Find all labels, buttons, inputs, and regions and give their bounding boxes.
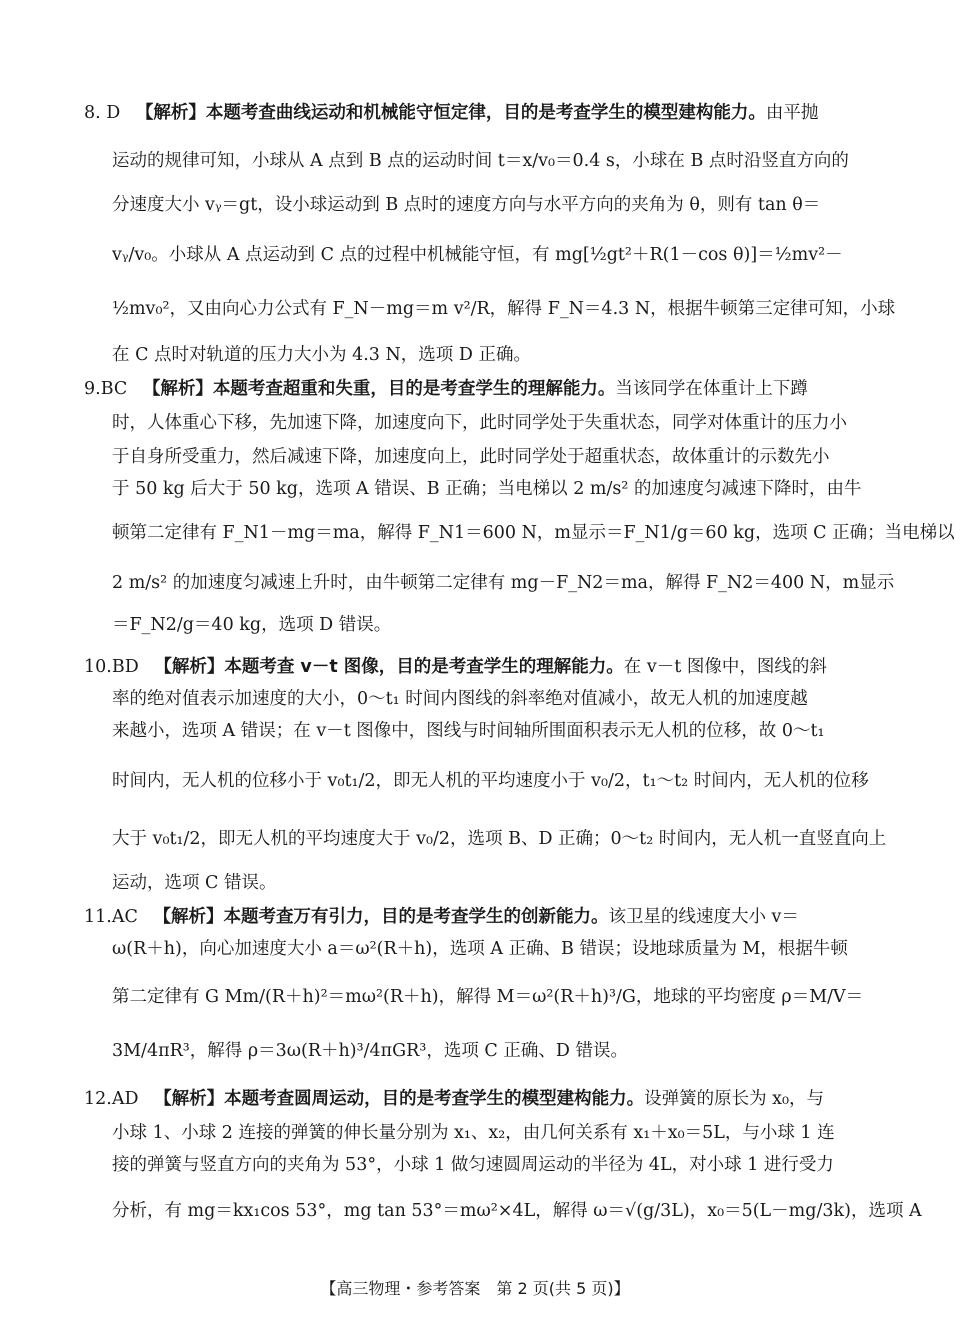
question-number: 12. — [84, 1089, 112, 1109]
question-number: 9. — [84, 379, 101, 399]
text-line: ＝F_N2/g＝40 kg，选项 D 错误。 — [112, 615, 392, 635]
text-line: 2 m/s² 的加速度匀减速上升时，由牛顿第二定律有 mg－F_N2＝ma，解得 F_N2＝400 N，m显示 — [112, 573, 895, 593]
analysis-lead: 本题考查万有引力，目的是考查学生的创新能力。 — [223, 907, 609, 927]
text-line: 于自身所受重力，然后减速下降，加速度向上，此时同学处于超重状态，故体重计的示数先小 — [112, 447, 830, 467]
question-number: 10. — [84, 657, 112, 677]
text-line: 顿第二定律有 F_N1－mg＝ma，解得 F_N1＝600 N，m显示＝F_N1/g＝60 kg，选项 C 正确；当电梯以 — [112, 523, 955, 543]
text-line: 运动的规律可知，小球从 A 点到 B 点的运动时间 t＝x/v₀＝0.4 s，小球在 B 点时沿竖直方向的 — [112, 151, 849, 171]
text-line: 时间内，无人机的位移小于 v₀t₁/2，即无人机的平均速度小于 v₀/2，t₁～t₂ 时间内，无人机的位移 — [112, 771, 869, 791]
answer-choice: AC — [111, 907, 138, 927]
text-line: vᵧ/v₀。小球从 A 点运动到 C 点的过程中机械能守恒，有 mg[½gt²＋R(1－cos θ)]＝½mv²－ — [112, 245, 843, 265]
text-line: 当该同学在体重计上下蹲 — [615, 379, 808, 399]
text-line: ½mv₀²，又由向心力公式有 F_N－mg＝m v²/R，解得 F_N＝4.3 N，根据牛顿第三定律可知，小球 — [112, 299, 896, 319]
text-line: 小球 1、小球 2 连接的弹簧的伸长量分别为 x₁、x₂，由几何关系有 x₁＋x₀＝5L，与小球 1 连 — [112, 1123, 835, 1143]
answer-choice: BC — [100, 379, 128, 399]
analysis-lead: 本题考查超重和失重，目的是考查学生的理解能力。 — [212, 379, 616, 399]
solution-10-line-1 — [84, 654, 860, 680]
analysis-tag: 【解析】 — [153, 907, 224, 927]
text-line: 设弹簧的原长为 x₀，与 — [644, 1089, 825, 1109]
text-line: 来越小，选项 A 错误；在 v－t 图像中，图线与时间轴所围面积表示无人机的位移，故 0～t₁ — [112, 721, 825, 741]
answer-choice: BD — [111, 657, 139, 677]
solution-12-line-1 — [84, 1086, 860, 1112]
analysis-tag: 【解析】 — [142, 379, 213, 399]
text-line: ω(R＋h)，向心加速度大小 a＝ω²(R＋h)，选项 A 正确、B 错误；设地球质量为 M，根据牛顿 — [112, 939, 848, 959]
text-line: 分速度大小 vᵧ＝gt，设小球运动到 B 点时的速度方向与水平方向的夹角为 θ，则有 tan θ＝ — [112, 195, 821, 215]
solution-11-line-1 — [84, 904, 860, 930]
analysis-tag: 【解析】 — [154, 657, 225, 677]
answer-choice: D — [106, 103, 121, 123]
text-line: 运动，选项 C 错误。 — [112, 873, 277, 893]
text-line: 大于 v₀t₁/2，即无人机的平均速度大于 v₀/2，选项 B、D 正确；0～t₂ 时间内，无人机一直竖直向上 — [112, 829, 887, 849]
text-line: 该卫星的线速度大小 v＝ — [608, 907, 799, 927]
text-line: 于 50 kg 后大于 50 kg，选项 A 错误、B 正确；当电梯以 2 m/s² 的加速度匀减速下降时，由牛 — [112, 479, 862, 499]
text-line: 时，人体重心下移，先加速下降，加速度向下，此时同学处于失重状态，同学对体重计的压力小 — [112, 413, 847, 433]
question-number: 11. — [84, 907, 112, 927]
analysis-lead: 本题考查圆周运动，目的是考查学生的模型建构能力。 — [224, 1089, 645, 1109]
text-line: 由平抛 — [765, 103, 819, 123]
text-line: 分析，有 mg＝kx₁cos 53°，mg tan 53°＝mω²×4L，解得 ω＝√(g/3L)，x₀＝5(L－mg/3k)，选项 A — [112, 1201, 922, 1221]
text-line: 在 v－t 图像中，图线的斜 — [623, 657, 827, 677]
analysis-tag: 【解析】 — [154, 1089, 225, 1109]
answer-choice: AD — [111, 1089, 139, 1109]
text-line: 第二定律有 G Mm/(R＋h)²＝mω²(R＋h)，解得 M＝ω²(R＋h)³/G，地球的平均密度 ρ＝M/V＝ — [112, 987, 864, 1007]
solution-8-line-1 — [84, 100, 860, 126]
text-line: 3M/4πR³，解得 ρ＝3ω(R＋h)³/4πGR³，选项 C 正确、D 错误。 — [112, 1041, 628, 1061]
question-number: 8. — [84, 103, 101, 123]
solution-9-line-1 — [84, 376, 860, 402]
text-line: 率的绝对值表示加速度的大小，0～t₁ 时间内图线的斜率绝对值减小，故无人机的加速度越 — [112, 689, 808, 709]
page-footer: 【高三物理・参考答案 第 2 页(共 5 页)】 — [320, 1279, 630, 1298]
analysis-lead: 本题考查曲线运动和机械能守恒定律，目的是考查学生的模型建构能力。 — [205, 103, 766, 123]
analysis-tag: 【解析】 — [135, 103, 206, 123]
text-line: 在 C 点时对轨道的压力大小为 4.3 N，选项 D 正确。 — [112, 345, 531, 365]
text-line: 接的弹簧与竖直方向的夹角为 53°，小球 1 做匀速圆周运动的半径为 4L，对小球 1 进行受力 — [112, 1155, 834, 1175]
analysis-lead: 本题考查 v－t 图像，目的是考查学生的理解能力。 — [224, 657, 624, 677]
